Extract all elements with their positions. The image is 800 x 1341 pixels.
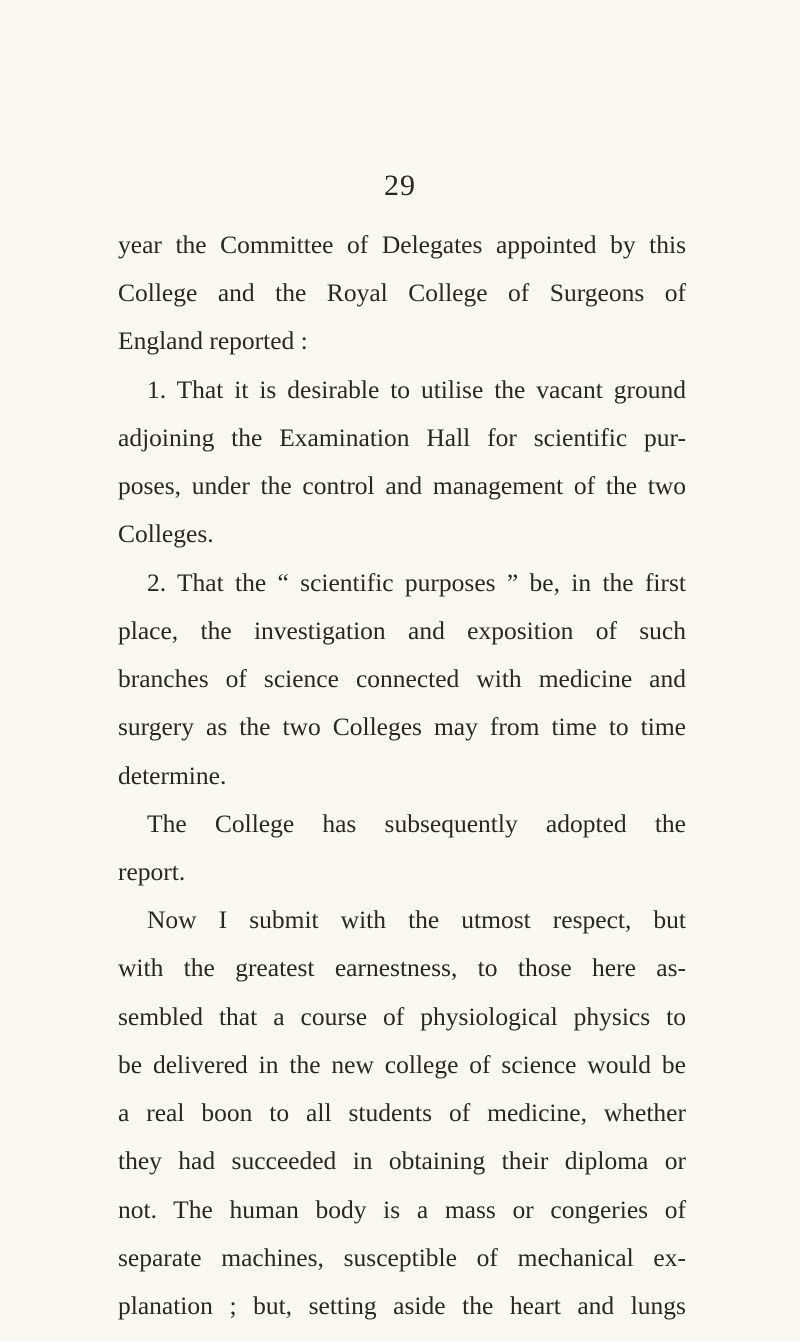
text-line: be delivered in the new college of science would be [118, 1050, 686, 1079]
text-line: Now I submit with the utmost respect, but [147, 905, 686, 934]
text-line: Colleges. [118, 519, 214, 548]
text-line: 2. That the “ scientific purposes ” be, in the first [147, 568, 686, 597]
text-line: 1. That it is desirable to utilise the vacant ground [147, 375, 686, 404]
text-line: The College has subsequently adopted the [147, 809, 686, 838]
text-line: they had succeeded in obtaining their diploma or [118, 1146, 686, 1175]
text-line: determine. [118, 761, 227, 790]
text-line: adjoining the Examination Hall for scientific pur- [118, 423, 686, 452]
text-line: sembled that a course of physiological physics to [118, 1002, 686, 1031]
text-line: report. [118, 857, 186, 886]
text-line: College and the Royal College of Surgeons of [118, 278, 686, 307]
text-line: poses, under the control and management of the two [118, 471, 686, 500]
page-number: 29 [384, 169, 416, 202]
text-line: not. The human body is a mass or congeries of [118, 1195, 686, 1224]
text-line: year the Committee of Delegates appointed by this [118, 230, 686, 259]
text-line: branches of science connected with medicine and [118, 664, 686, 693]
text-line: planation ; but, setting aside the heart and lungs [118, 1291, 686, 1320]
text-line: separate machines, susceptible of mechanical ex- [118, 1243, 686, 1272]
text-line: surgery as the two Colleges may from time to time [118, 712, 686, 741]
text-line: England reported : [118, 326, 308, 355]
text-line: place, the investigation and exposition of such [118, 616, 686, 645]
text-line: with the greatest earnestness, to those here as- [118, 953, 686, 982]
text-line: a real boon to all students of medicine, whether [118, 1098, 686, 1127]
